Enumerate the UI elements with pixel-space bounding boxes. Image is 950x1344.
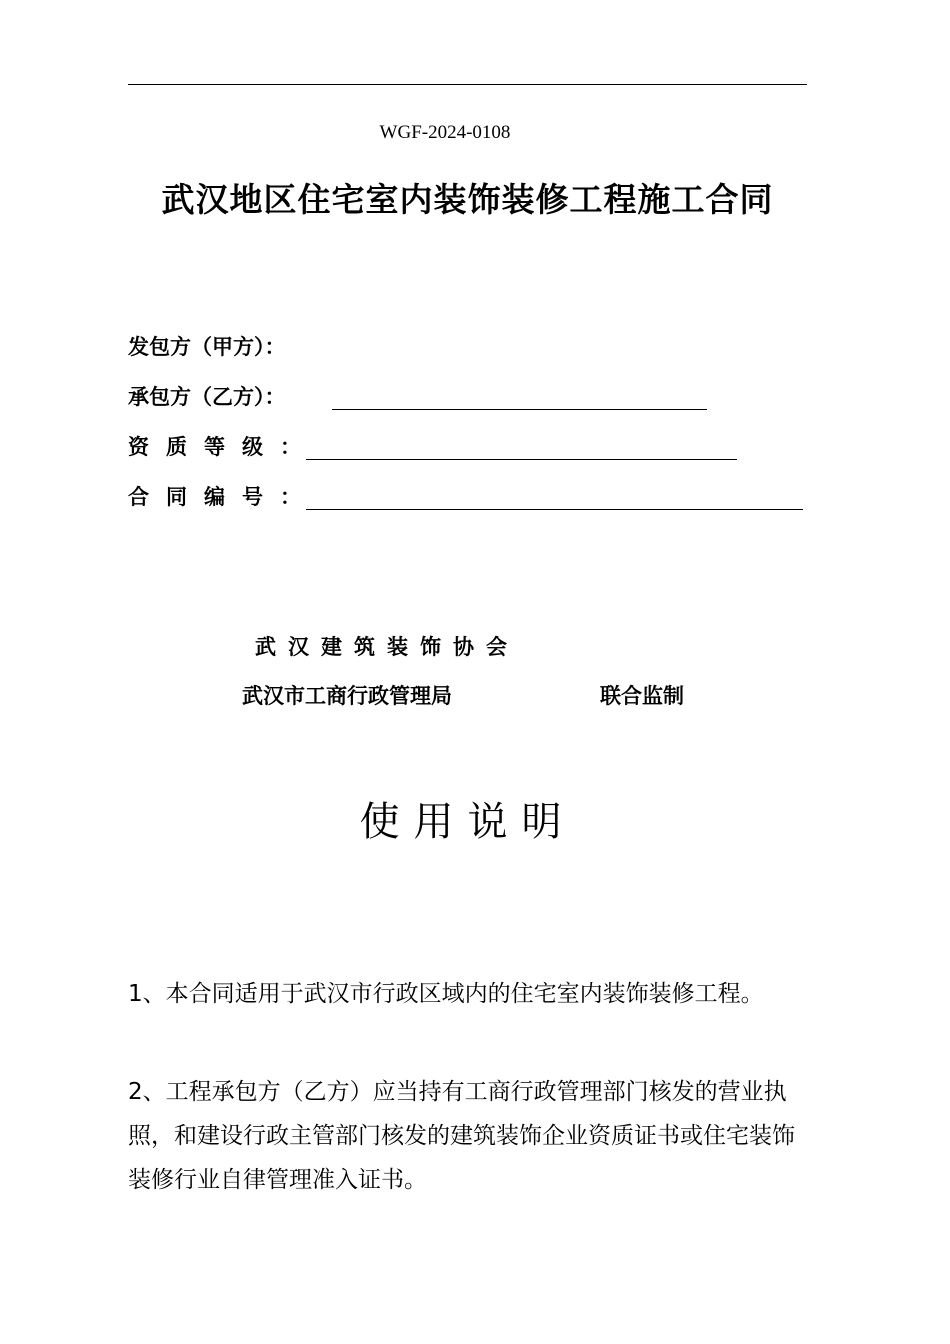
instructions-heading: 使用说明 xyxy=(359,799,576,845)
qualification-blank-line xyxy=(306,459,737,460)
party-b-label: 承包方（乙方）： xyxy=(128,385,286,409)
instruction-item-2: 2、工程承包方（乙方）应当持有工商行政管理部门核发的营业执照，和建设行政主管部门核发的建筑装饰企业资质证书或住宅装饰装修行业自律管理准入证书。 xyxy=(128,1079,795,1193)
party-a-field xyxy=(128,332,286,362)
top-rule xyxy=(128,84,807,85)
issuer-joint-note: 联合监制 xyxy=(600,684,684,708)
qualification-label: 资质等级： xyxy=(128,435,318,459)
issuer-association: 武汉建筑装饰协会 xyxy=(255,635,519,659)
party-b-field xyxy=(128,382,286,412)
party-b-blank-line xyxy=(332,409,707,410)
contract-no-label: 合同编号： xyxy=(128,485,318,509)
issuer-bureau: 武汉市工商行政管理局 xyxy=(242,684,452,708)
party-a-label: 发包方（甲方）： xyxy=(128,335,286,359)
contract-no-blank-line xyxy=(306,509,803,510)
document-code: WGF-2024-0108 xyxy=(379,122,511,143)
document-title: 武汉地区住宅室内装饰装修工程施工合同 xyxy=(161,180,774,219)
instruction-item-1: 1、本合同适用于武汉市行政区域内的住宅室内装饰装修工程。 xyxy=(128,981,764,1007)
qualification-field xyxy=(128,432,318,462)
contract-no-field xyxy=(128,482,318,512)
